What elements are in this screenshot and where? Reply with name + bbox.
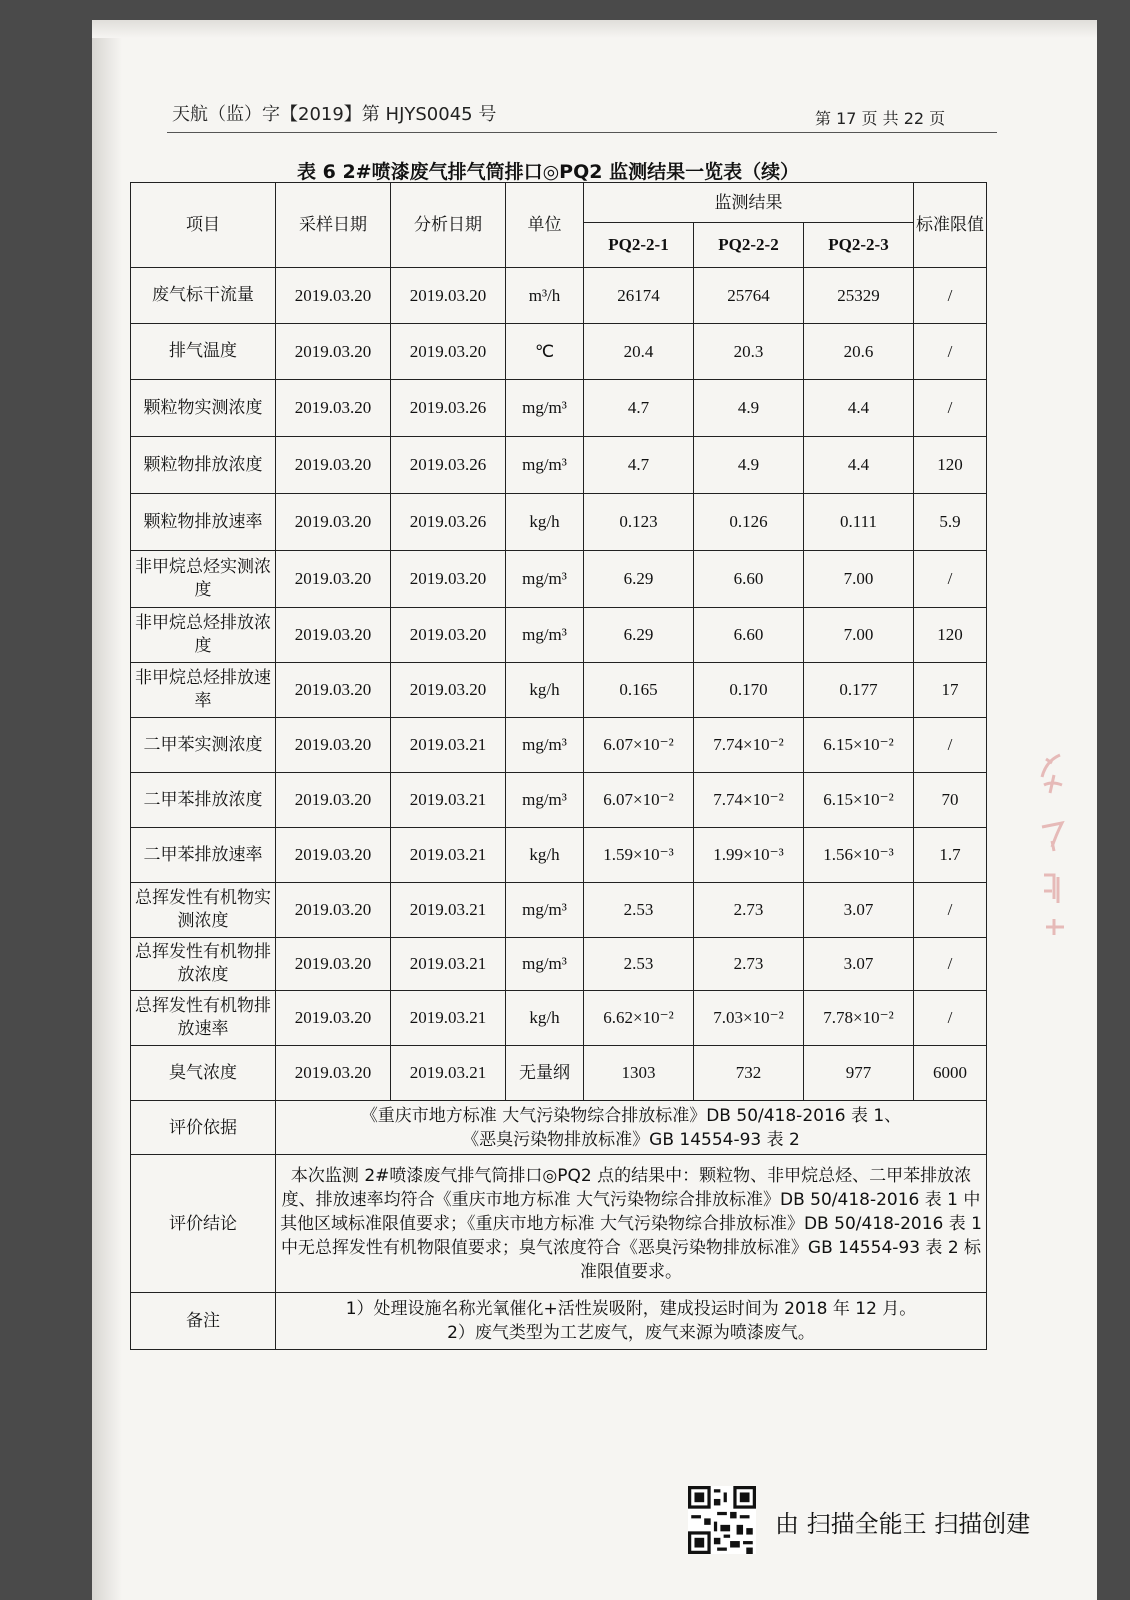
seal-stamp-partial [1032, 745, 1072, 945]
cell-item: 颗粒物排放浓度 [131, 437, 276, 494]
cell-analysis-date: 2019.03.20 [391, 268, 506, 324]
cell-unit: kg/h [506, 494, 584, 551]
cell-pq2-2-3: 4.4 [804, 380, 914, 437]
cell-item: 总挥发性有机物排放浓度 [131, 938, 276, 991]
basis-row [131, 1101, 987, 1155]
cell-sample-date: 2019.03.20 [276, 883, 391, 938]
cell-analysis-date: 2019.03.21 [391, 773, 506, 828]
cell-sample-date: 2019.03.20 [276, 991, 391, 1046]
basis-line-2: 《恶臭污染物排放标准》GB 14554-93 表 2 [462, 1129, 800, 1150]
cell-pq2-2-3: 0.111 [804, 494, 914, 551]
cell-pq2-2-3: 0.177 [804, 663, 914, 718]
cell-sample-date: 2019.03.20 [276, 608, 391, 663]
basis-label: 评价依据 [131, 1101, 276, 1155]
conclusion-label: 评价结论 [131, 1155, 276, 1293]
cell-pq2-2-3: 977 [804, 1046, 914, 1101]
document-number: 天航（监）字【2019】第 HJYS0045 号 [172, 104, 497, 125]
cell-analysis-date: 2019.03.21 [391, 828, 506, 883]
cell-unit: ℃ [506, 324, 584, 380]
cell-pq2-2-2: 0.126 [694, 494, 804, 551]
cell-pq2-2-1: 4.7 [584, 437, 694, 494]
cell-item: 二甲苯实测浓度 [131, 718, 276, 773]
monitoring-results-table [130, 182, 987, 1350]
cell-item: 颗粒物实测浓度 [131, 380, 276, 437]
table-row [131, 494, 987, 551]
cell-pq2-2-2: 732 [694, 1046, 804, 1101]
cell-limit: / [914, 883, 987, 938]
cell-sample-date: 2019.03.20 [276, 494, 391, 551]
header-divider [167, 132, 997, 133]
cell-unit: kg/h [506, 663, 584, 718]
cell-unit: mg/m³ [506, 380, 584, 437]
cell-pq2-2-1: 26174 [584, 268, 694, 324]
cell-pq2-2-3: 7.78×10⁻² [804, 991, 914, 1046]
table-row [131, 883, 987, 938]
cell-pq2-2-2: 20.3 [694, 324, 804, 380]
cell-pq2-2-3: 6.15×10⁻² [804, 718, 914, 773]
cell-item: 颗粒物排放速率 [131, 494, 276, 551]
remark-line-2: 2）废气类型为工艺废气，废气来源为喷漆废气。 [447, 1323, 815, 1343]
cell-pq2-2-3: 25329 [804, 268, 914, 324]
cell-item: 非甲烷总烃排放速率 [131, 663, 276, 718]
basis-line-1: 《重庆市地方标准 大气污染物综合排放标准》DB 50/418-2016 表 1、 [360, 1105, 902, 1126]
col-header-results: 监测结果 [584, 183, 914, 223]
col-header-pq2-2-2: PQ2-2-2 [694, 223, 804, 268]
cell-item: 排气温度 [131, 324, 276, 380]
cell-analysis-date: 2019.03.26 [391, 380, 506, 437]
table-row [131, 773, 987, 828]
table-row [131, 1046, 987, 1101]
cell-pq2-2-2: 2.73 [694, 938, 804, 991]
cell-pq2-2-1: 2.53 [584, 883, 694, 938]
cell-analysis-date: 2019.03.26 [391, 437, 506, 494]
cell-pq2-2-1: 0.123 [584, 494, 694, 551]
document-page [92, 20, 1097, 1600]
cell-unit: 无量纲 [506, 1046, 584, 1101]
cell-pq2-2-3: 3.07 [804, 938, 914, 991]
cell-unit: kg/h [506, 828, 584, 883]
cell-item: 臭气浓度 [131, 1046, 276, 1101]
cell-pq2-2-2: 25764 [694, 268, 804, 324]
cell-limit: 5.9 [914, 494, 987, 551]
cell-pq2-2-1: 4.7 [584, 380, 694, 437]
cell-limit: 6000 [914, 1046, 987, 1101]
cell-analysis-date: 2019.03.21 [391, 938, 506, 991]
cell-pq2-2-1: 6.07×10⁻² [584, 718, 694, 773]
cell-unit: mg/m³ [506, 551, 584, 608]
table-row [131, 828, 987, 883]
table-row [131, 608, 987, 663]
cell-unit: kg/h [506, 991, 584, 1046]
basis-text [276, 1101, 987, 1155]
table-row [131, 324, 987, 380]
cell-pq2-2-2: 7.03×10⁻² [694, 991, 804, 1046]
cell-limit: / [914, 718, 987, 773]
scanner-watermark: 由 扫描全能王 扫描创建 [775, 1510, 1031, 1538]
table-row [131, 268, 987, 324]
cell-item: 废气标干流量 [131, 268, 276, 324]
cell-analysis-date: 2019.03.21 [391, 991, 506, 1046]
cell-analysis-date: 2019.03.20 [391, 551, 506, 608]
col-header-unit: 单位 [506, 183, 584, 268]
table-body [131, 268, 987, 1101]
col-header-item: 项目 [131, 183, 276, 268]
cell-analysis-date: 2019.03.20 [391, 663, 506, 718]
cell-sample-date: 2019.03.20 [276, 718, 391, 773]
cell-limit: 70 [914, 773, 987, 828]
table-caption: 表 6 2#喷漆废气排气筒排口◎PQ2 监测结果一览表（续） [297, 161, 800, 183]
cell-analysis-date: 2019.03.21 [391, 883, 506, 938]
cell-pq2-2-2: 2.73 [694, 883, 804, 938]
table-row [131, 663, 987, 718]
cell-pq2-2-1: 6.62×10⁻² [584, 991, 694, 1046]
cell-pq2-2-1: 1303 [584, 1046, 694, 1101]
conclusion-text: 本次监测 2#喷漆废气排气筒排口◎PQ2 点的结果中：颗粒物、非甲烷总烃、二甲苯排放浓度、排放速率均符合《重庆市地方标准 大气污染物综合排放标准》DB 50/418-2016 表 1 中其他区域标准限值要求；《重庆市地方标准 大气污染物综合排放标准》DB 50/418-2016 表 1 中无总挥发性有机物限值要求；臭气浓度符合《恶臭污染物排放标准》GB 14554-93 表 2 标准限值要求。 [276, 1155, 987, 1293]
col-header-sample-date: 采样日期 [276, 183, 391, 268]
cell-sample-date: 2019.03.20 [276, 551, 391, 608]
header-row-1 [131, 183, 987, 223]
cell-unit: mg/m³ [506, 938, 584, 991]
table-row [131, 380, 987, 437]
cell-sample-date: 2019.03.20 [276, 324, 391, 380]
cell-analysis-date: 2019.03.20 [391, 324, 506, 380]
cell-analysis-date: 2019.03.20 [391, 608, 506, 663]
cell-pq2-2-2: 6.60 [694, 551, 804, 608]
cell-pq2-2-2: 1.99×10⁻³ [694, 828, 804, 883]
cell-pq2-2-1: 1.59×10⁻³ [584, 828, 694, 883]
table-row [131, 718, 987, 773]
cell-pq2-2-2: 7.74×10⁻² [694, 773, 804, 828]
cell-pq2-2-1: 6.29 [584, 551, 694, 608]
cell-item: 二甲苯排放速率 [131, 828, 276, 883]
conclusion-row [131, 1155, 987, 1293]
cell-sample-date: 2019.03.20 [276, 773, 391, 828]
cell-unit: mg/m³ [506, 883, 584, 938]
cell-pq2-2-1: 0.165 [584, 663, 694, 718]
remark-label: 备注 [131, 1293, 276, 1350]
cell-item: 总挥发性有机物排放速率 [131, 991, 276, 1046]
cell-pq2-2-1: 2.53 [584, 938, 694, 991]
cell-sample-date: 2019.03.20 [276, 828, 391, 883]
cell-item: 非甲烷总烃排放浓度 [131, 608, 276, 663]
cell-pq2-2-1: 6.07×10⁻² [584, 773, 694, 828]
stamp-graphic [1032, 745, 1072, 945]
book-spine-shadow [92, 20, 122, 1600]
remark-row [131, 1293, 987, 1350]
cell-pq2-2-2: 4.9 [694, 437, 804, 494]
cell-sample-date: 2019.03.20 [276, 380, 391, 437]
table-row [131, 991, 987, 1046]
cell-analysis-date: 2019.03.21 [391, 718, 506, 773]
cell-pq2-2-3: 20.6 [804, 324, 914, 380]
cell-pq2-2-3: 4.4 [804, 437, 914, 494]
remark-text [276, 1293, 987, 1350]
table-row [131, 437, 987, 494]
cell-pq2-2-2: 6.60 [694, 608, 804, 663]
table-row [131, 551, 987, 608]
cell-limit: / [914, 991, 987, 1046]
col-header-analysis-date: 分析日期 [391, 183, 506, 268]
cell-sample-date: 2019.03.20 [276, 663, 391, 718]
cell-pq2-2-3: 7.00 [804, 608, 914, 663]
table-row [131, 938, 987, 991]
cell-unit: mg/m³ [506, 718, 584, 773]
top-shadow [92, 20, 1097, 38]
cell-pq2-2-3: 6.15×10⁻² [804, 773, 914, 828]
cell-limit: 17 [914, 663, 987, 718]
cell-pq2-2-3: 3.07 [804, 883, 914, 938]
cell-item: 非甲烷总烃实测浓度 [131, 551, 276, 608]
cell-limit: / [914, 268, 987, 324]
qr-code-icon [688, 1486, 756, 1554]
cell-limit: 120 [914, 608, 987, 663]
col-header-limit: 标准限值 [914, 183, 987, 268]
cell-sample-date: 2019.03.20 [276, 268, 391, 324]
cell-pq2-2-1: 6.29 [584, 608, 694, 663]
cell-limit: / [914, 380, 987, 437]
cell-pq2-2-1: 20.4 [584, 324, 694, 380]
cell-unit: mg/m³ [506, 773, 584, 828]
cell-limit: 120 [914, 437, 987, 494]
page-number: 第 17 页 共 22 页 [815, 109, 946, 128]
cell-analysis-date: 2019.03.26 [391, 494, 506, 551]
cell-unit: mg/m³ [506, 608, 584, 663]
cell-pq2-2-2: 4.9 [694, 380, 804, 437]
cell-analysis-date: 2019.03.21 [391, 1046, 506, 1101]
cell-pq2-2-2: 7.74×10⁻² [694, 718, 804, 773]
col-header-pq2-2-3: PQ2-2-3 [804, 223, 914, 268]
cell-pq2-2-2: 0.170 [694, 663, 804, 718]
cell-item: 二甲苯排放浓度 [131, 773, 276, 828]
cell-limit: / [914, 551, 987, 608]
cell-unit: mg/m³ [506, 437, 584, 494]
remark-line-1: 1）处理设施名称光氧催化+活性炭吸附，建成投运时间为 2018 年 12 月。 [345, 1299, 917, 1319]
cell-limit: 1.7 [914, 828, 987, 883]
cell-sample-date: 2019.03.20 [276, 437, 391, 494]
col-header-pq2-2-1: PQ2-2-1 [584, 223, 694, 268]
cell-item: 总挥发性有机物实测浓度 [131, 883, 276, 938]
cell-limit: / [914, 324, 987, 380]
cell-sample-date: 2019.03.20 [276, 1046, 391, 1101]
cell-limit: / [914, 938, 987, 991]
cell-pq2-2-3: 7.00 [804, 551, 914, 608]
cell-unit: m³/h [506, 268, 584, 324]
cell-pq2-2-3: 1.56×10⁻³ [804, 828, 914, 883]
cell-sample-date: 2019.03.20 [276, 938, 391, 991]
